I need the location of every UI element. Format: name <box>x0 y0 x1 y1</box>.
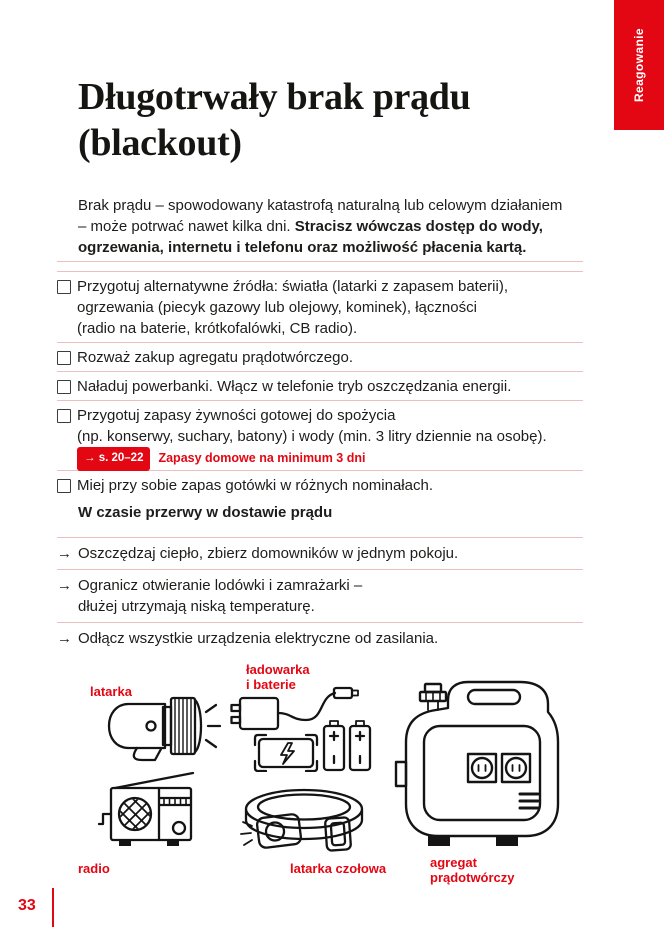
checkbox-icon <box>57 351 71 365</box>
during-outage-list <box>57 537 583 654</box>
charger-batteries-label: ładowarka i baterie <box>246 662 310 692</box>
flashlight-label: latarka <box>90 684 132 699</box>
checklist-item-line: (np. konserwy, suchary, batony) i wody (min. 3 litry dziennie na osobę). <box>77 428 547 445</box>
generator-icon <box>392 668 568 850</box>
page-title-line2: (blackout) <box>78 122 242 164</box>
radio-icon <box>95 768 205 850</box>
intro-line: Brak prądu – spowodowany katastrofą naturalną lub celowym działaniem <box>78 197 563 214</box>
flashlight-icon <box>103 690 228 762</box>
checklist-item <box>57 342 583 371</box>
checkbox-icon <box>57 409 71 423</box>
list-item <box>57 537 583 569</box>
intro-paragraph <box>78 195 562 258</box>
checkbox-icon <box>57 280 71 294</box>
list-item <box>57 569 583 622</box>
checklist-item-line: ogrzewania (piecyk gazowy lub olejowy, kominek), łączności <box>77 299 477 316</box>
charger-batteries-icon <box>230 680 375 772</box>
radio-label: radio <box>78 861 110 876</box>
list-item-line: Odłącz wszystkie urządzenia elektryczne od zasilania. <box>78 630 439 647</box>
arrow-icon: → <box>57 545 72 562</box>
intro-line: ogrzewania, internetu i telefonu oraz możliwość płacenia kartą. <box>78 239 527 256</box>
checklist-item <box>57 470 583 499</box>
page-number: 33 <box>18 897 36 914</box>
page-reference-link[interactable] <box>77 450 547 467</box>
checklist-item <box>57 400 583 470</box>
checklist-item-line: Naładuj powerbanki. Włącz w telefonie tryb oszczędzania energii. <box>77 378 512 395</box>
checklist-item <box>57 371 583 400</box>
list-item-line: dłużej utrzymają niską temperaturę. <box>78 598 315 615</box>
checklist-item-line: Miej przy sobie zapas gotówki w różnych nominałach. <box>77 477 433 494</box>
preparation-checklist <box>57 271 583 499</box>
checklist-item-line: Przygotuj alternatywne źródła: światła (latarki z zapasem baterii), <box>77 278 509 295</box>
chapter-tab <box>614 0 664 130</box>
checklist-item-line: Rozważ zakup agregatu prądotwórczego. <box>77 349 353 366</box>
chapter-tab-label: Reagowanie <box>632 27 646 103</box>
page-title-line1: Długotrwały brak prądu <box>78 76 471 118</box>
headlamp-icon <box>238 782 370 852</box>
page-reference-badge[interactable]: → s. 20–22 <box>77 447 150 471</box>
checklist-item <box>57 271 583 342</box>
list-item <box>57 622 583 654</box>
generator-label: agregat prądotwórczy <box>430 855 515 885</box>
checkbox-icon <box>57 479 71 493</box>
intro-line: – może potrwać nawet kilka dni. Stracisz wówczas dostęp do wody, <box>78 218 543 235</box>
checkbox-icon <box>57 380 71 394</box>
divider <box>57 261 583 262</box>
section-heading: W czasie przerwy w dostawie prądu <box>78 504 333 521</box>
checklist-item-line: Przygotuj zapasy żywności gotowej do spożycia <box>77 407 396 424</box>
list-item-line: Oszczędzaj ciepło, zbierz domowników w jednym pokoju. <box>78 545 459 562</box>
checklist-item-line: (radio na baterie, krótkofalówki, CB radio). <box>77 320 358 337</box>
footer-rule <box>52 888 54 927</box>
page-title <box>78 74 598 166</box>
arrow-icon: → <box>57 630 72 647</box>
list-item-line: Ogranicz otwieranie lodówki i zamrażarki – <box>78 577 363 594</box>
page-reference-label[interactable]: Zapasy domowe na minimum 3 dni <box>158 451 366 465</box>
arrow-icon: → <box>57 577 72 594</box>
headlamp-label: latarka czołowa <box>290 861 387 876</box>
